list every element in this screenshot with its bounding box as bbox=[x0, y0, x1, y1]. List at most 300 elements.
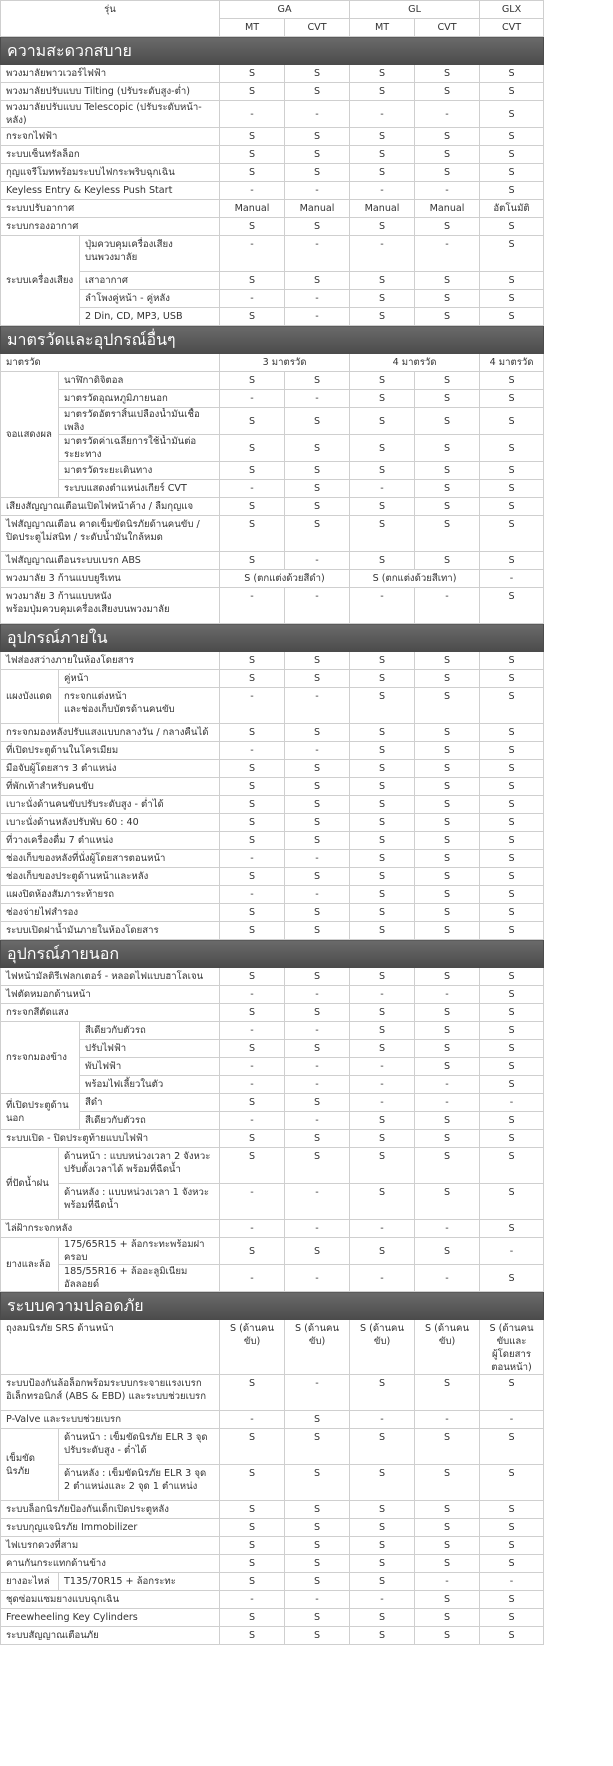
spec-label: ช่องเก็บของหลังที่นั่งผู้โดยสารตอนหน้า bbox=[1, 850, 220, 868]
spec-value: S bbox=[350, 128, 415, 146]
spec-value: S bbox=[220, 1094, 285, 1112]
spec-value: S bbox=[285, 1465, 350, 1501]
spec-value: S bbox=[415, 968, 480, 986]
spec-value: - bbox=[220, 101, 285, 128]
spec-value: S bbox=[220, 164, 285, 182]
spec-label: ระบบสัญญาณเตือนภัย bbox=[1, 1627, 220, 1645]
spec-row bbox=[1, 408, 544, 435]
spec-value: S bbox=[480, 1537, 544, 1555]
spec-value: S bbox=[350, 1148, 415, 1184]
spec-value: S bbox=[350, 904, 415, 922]
gl-mt: MT bbox=[350, 19, 415, 37]
spec-value: S bbox=[415, 218, 480, 236]
spec-row bbox=[1, 354, 544, 372]
spec-label: กระจกมองข้าง bbox=[1, 1022, 80, 1094]
spec-value: S bbox=[220, 1238, 285, 1265]
section-header-row bbox=[1, 1292, 544, 1320]
spec-value: S bbox=[415, 1058, 480, 1076]
spec-value: S bbox=[285, 498, 350, 516]
spec-value: S bbox=[480, 868, 544, 886]
spec-label: Keyless Entry & Keyless Push Start bbox=[1, 182, 220, 200]
spec-value: S bbox=[220, 462, 285, 480]
spec-label: ยางและล้อ bbox=[1, 1238, 59, 1292]
spec-value: S bbox=[480, 236, 544, 272]
spec-value: S bbox=[480, 760, 544, 778]
spec-value: - bbox=[220, 1265, 285, 1292]
spec-value: S bbox=[480, 904, 544, 922]
spec-row bbox=[1, 922, 544, 940]
spec-value: S bbox=[415, 408, 480, 435]
spec-row bbox=[1, 1429, 544, 1465]
spec-value: S bbox=[415, 462, 480, 480]
spec-value: S bbox=[220, 922, 285, 940]
spec-row bbox=[1, 1238, 544, 1265]
spec-row bbox=[1, 1591, 544, 1609]
spec-value: S bbox=[285, 778, 350, 796]
spec-label: คานกันกระแทกด้านข้าง bbox=[1, 1555, 220, 1573]
spec-value: - bbox=[285, 1220, 350, 1238]
spec-value: 3 มาตรวัด bbox=[220, 354, 350, 372]
spec-value: - bbox=[415, 1076, 480, 1094]
spec-value: S bbox=[350, 372, 415, 390]
spec-value: - bbox=[220, 986, 285, 1004]
spec-row bbox=[1, 236, 544, 272]
spec-value: S bbox=[350, 796, 415, 814]
spec-value: S bbox=[480, 778, 544, 796]
spec-value: S bbox=[415, 652, 480, 670]
spec-value: S bbox=[480, 1501, 544, 1519]
spec-value: S bbox=[220, 1375, 285, 1411]
spec-value: - bbox=[285, 236, 350, 272]
spec-value: S bbox=[285, 868, 350, 886]
glx-cvt: CVT bbox=[480, 19, 544, 37]
spec-row bbox=[1, 65, 544, 83]
spec-value: S bbox=[480, 1004, 544, 1022]
spec-value: S bbox=[220, 968, 285, 986]
spec-row bbox=[1, 1076, 544, 1094]
model-label: รุ่น bbox=[1, 1, 220, 37]
spec-value: S bbox=[415, 308, 480, 326]
spec-value: S bbox=[480, 588, 544, 624]
spec-value: S bbox=[350, 516, 415, 552]
spec-value: S bbox=[350, 1465, 415, 1501]
spec-label: ระบบกุญแจนิรภัย Immobilizer bbox=[1, 1519, 220, 1537]
section-title: ระบบความปลอดภัย bbox=[1, 1292, 544, 1320]
spec-value: S bbox=[285, 164, 350, 182]
spec-value: S bbox=[480, 1130, 544, 1148]
spec-value: S bbox=[480, 1184, 544, 1220]
spec-label: พวงมาลัยปรับแบบ Tilting (ปรับระดับสูง-ต่ำ) bbox=[1, 83, 220, 101]
spec-value: - bbox=[285, 308, 350, 326]
spec-value: S bbox=[350, 146, 415, 164]
gl-cvt: CVT bbox=[415, 19, 480, 37]
spec-value: S bbox=[220, 832, 285, 850]
spec-value: S bbox=[220, 1465, 285, 1501]
spec-value: S bbox=[415, 1555, 480, 1573]
spec-row bbox=[1, 1537, 544, 1555]
spec-row bbox=[1, 435, 544, 462]
spec-row bbox=[1, 968, 544, 986]
spec-value: S bbox=[480, 968, 544, 986]
spec-value: S bbox=[415, 1627, 480, 1645]
spec-value: S bbox=[350, 1609, 415, 1627]
spec-label: เข็มขัดนิรภัย bbox=[1, 1429, 59, 1501]
spec-row bbox=[1, 164, 544, 182]
spec-value: S bbox=[415, 480, 480, 498]
spec-value: - bbox=[350, 1265, 415, 1292]
spec-value: - bbox=[350, 480, 415, 498]
section-header-row bbox=[1, 326, 544, 354]
spec-value: - bbox=[350, 986, 415, 1004]
spec-row bbox=[1, 868, 544, 886]
spec-value: S bbox=[220, 904, 285, 922]
spec-value: S bbox=[220, 1130, 285, 1148]
spec-label: 2 Din, CD, MP3, USB bbox=[80, 308, 220, 326]
spec-value: S bbox=[285, 904, 350, 922]
spec-value: S bbox=[285, 408, 350, 435]
spec-value: S bbox=[415, 372, 480, 390]
spec-value: S bbox=[220, 796, 285, 814]
spec-row bbox=[1, 1130, 544, 1148]
spec-label: ระบบล็อกนิรภัยป้องกันเด็กเปิดประตูหลัง bbox=[1, 1501, 220, 1519]
spec-value: S bbox=[350, 670, 415, 688]
spec-value: S bbox=[285, 832, 350, 850]
spec-value: S bbox=[415, 1040, 480, 1058]
spec-label: ระบบปรับอากาศ bbox=[1, 200, 220, 218]
spec-value: S bbox=[285, 1573, 350, 1591]
spec-value: S bbox=[220, 372, 285, 390]
spec-label: เบาะนั่งด้านคนขับปรับระดับสูง - ต่ำได้ bbox=[1, 796, 220, 814]
spec-value: Manual bbox=[220, 200, 285, 218]
spec-value: S bbox=[220, 1148, 285, 1184]
spec-value: S bbox=[415, 1130, 480, 1148]
spec-value: S bbox=[220, 778, 285, 796]
spec-value: - bbox=[350, 236, 415, 272]
spec-row bbox=[1, 832, 544, 850]
spec-label: กระจกสีตัดแสง bbox=[1, 1004, 220, 1022]
spec-value: - bbox=[285, 1375, 350, 1411]
spec-value: S bbox=[350, 1429, 415, 1465]
spec-value: S bbox=[480, 65, 544, 83]
spec-row bbox=[1, 1022, 544, 1040]
spec-value: S bbox=[220, 65, 285, 83]
spec-value: S bbox=[480, 552, 544, 570]
spec-value: S bbox=[480, 796, 544, 814]
spec-value: Manual bbox=[350, 200, 415, 218]
spec-value: Manual bbox=[415, 200, 480, 218]
spec-label: T135/70R15 + ล้อกระทะ bbox=[59, 1573, 220, 1591]
spec-value: S bbox=[285, 65, 350, 83]
spec-label: ช่องเก็บของประตูด้านหน้าและหลัง bbox=[1, 868, 220, 886]
spec-label: พวงมาลัยพาวเวอร์ไฟฟ้า bbox=[1, 65, 220, 83]
spec-label: ยางอะไหล่ bbox=[1, 1573, 59, 1591]
spec-value: S bbox=[415, 1184, 480, 1220]
spec-row bbox=[1, 101, 544, 128]
spec-value: S bbox=[285, 1040, 350, 1058]
spec-value: S bbox=[480, 1265, 544, 1292]
spec-value: S bbox=[480, 1220, 544, 1238]
spec-label: ไฟตัดหมอกด้านหน้า bbox=[1, 986, 220, 1004]
spec-value: S bbox=[285, 1537, 350, 1555]
spec-label: มาตรวัดอุณหภูมิภายนอก bbox=[59, 390, 220, 408]
spec-value: S (ด้านคนขับ) bbox=[350, 1320, 415, 1375]
spec-value: S bbox=[350, 1130, 415, 1148]
spec-label: ระบบเซ็นทรัลล็อก bbox=[1, 146, 220, 164]
spec-value: - bbox=[285, 1022, 350, 1040]
spec-value: S bbox=[415, 742, 480, 760]
spec-value: S bbox=[285, 1627, 350, 1645]
spec-value: S bbox=[350, 65, 415, 83]
spec-value: - bbox=[220, 1591, 285, 1609]
spec-label: ระบบป้องกันล้อล็อกพร้อมระบบกระจายแรงเบรก อิเล็กทรอนิกส์ (ABS & EBD) และระบบช่วยเบรก bbox=[1, 1375, 220, 1411]
spec-value: S bbox=[350, 164, 415, 182]
spec-value: - bbox=[415, 1573, 480, 1591]
spec-value: S bbox=[220, 670, 285, 688]
spec-value: S bbox=[220, 128, 285, 146]
section-header-row bbox=[1, 37, 544, 65]
spec-value: S bbox=[350, 814, 415, 832]
spec-row bbox=[1, 462, 544, 480]
group-glx: GLX bbox=[480, 1, 544, 19]
spec-value: S bbox=[285, 516, 350, 552]
spec-label: พับไฟฟ้า bbox=[80, 1058, 220, 1076]
spec-label: คู่หน้า bbox=[59, 670, 220, 688]
spec-value: S bbox=[220, 1519, 285, 1537]
spec-label: ไฟหน้ามัลติรีเฟลกเตอร์ - หลอดไฟแบบฮาโลเจน bbox=[1, 968, 220, 986]
spec-row bbox=[1, 670, 544, 688]
spec-value: - bbox=[350, 1220, 415, 1238]
spec-row bbox=[1, 652, 544, 670]
spec-value: - bbox=[285, 1184, 350, 1220]
spec-value: S bbox=[480, 272, 544, 290]
spec-value: S bbox=[480, 1022, 544, 1040]
spec-value: S bbox=[415, 128, 480, 146]
spec-label: ที่ปัดน้ำฝน bbox=[1, 1148, 59, 1220]
spec-value: - bbox=[350, 1591, 415, 1609]
spec-value: S bbox=[350, 83, 415, 101]
spec-value: S bbox=[350, 688, 415, 724]
spec-value: S bbox=[350, 850, 415, 868]
spec-label: พวงมาลัยปรับแบบ Telescopic (ปรับระดับหน้า-หลัง) bbox=[1, 101, 220, 128]
spec-label: เสียงสัญญาณเตือนเปิดไฟหน้าค้าง / ลืมกุญแจ bbox=[1, 498, 220, 516]
spec-value: อัตโนมัติ bbox=[480, 200, 544, 218]
spec-value: S bbox=[415, 1112, 480, 1130]
spec-value: S bbox=[220, 652, 285, 670]
spec-value: S bbox=[480, 308, 544, 326]
spec-row bbox=[1, 1184, 544, 1220]
spec-value: - bbox=[220, 688, 285, 724]
spec-label: สีดำ bbox=[80, 1094, 220, 1112]
spec-value: S bbox=[220, 435, 285, 462]
spec-value: S bbox=[350, 760, 415, 778]
spec-label: ไฟสัญญาณเตือน คาดเข็มขัดนิรภัยด้านคนขับ / ปิดประตูไม่สนิท / ระดับน้ำมันใกล้หมด bbox=[1, 516, 220, 552]
spec-value: S bbox=[480, 372, 544, 390]
spec-value: S bbox=[415, 435, 480, 462]
spec-row bbox=[1, 1465, 544, 1501]
spec-label: Freewheeling Key Cylinders bbox=[1, 1609, 220, 1627]
spec-value: - bbox=[285, 1112, 350, 1130]
spec-label: จอแสดงผล bbox=[1, 372, 59, 498]
spec-value: S bbox=[415, 1501, 480, 1519]
spec-value: S bbox=[220, 760, 285, 778]
spec-label: ถุงลมนิรภัย SRS ด้านหน้า bbox=[1, 1320, 220, 1375]
spec-row bbox=[1, 1040, 544, 1058]
spec-value: S bbox=[480, 435, 544, 462]
spec-value: S bbox=[415, 552, 480, 570]
spec-value: S bbox=[415, 1465, 480, 1501]
spec-value: S bbox=[285, 372, 350, 390]
spec-value: - bbox=[415, 1094, 480, 1112]
spec-value: S bbox=[285, 1411, 350, 1429]
spec-value: S bbox=[350, 1519, 415, 1537]
spec-value: S bbox=[350, 462, 415, 480]
spec-value: - bbox=[220, 236, 285, 272]
spec-row bbox=[1, 742, 544, 760]
spec-value: S bbox=[285, 1501, 350, 1519]
spec-label: ด้านหน้า : เข็มขัดนิรภัย ELR 3 จุด ปรับระดับสูง - ต่ำได้ bbox=[59, 1429, 220, 1465]
spec-label: มาตรวัดระยะเดินทาง bbox=[59, 462, 220, 480]
spec-value: S bbox=[285, 724, 350, 742]
spec-value: S bbox=[415, 796, 480, 814]
spec-value: S bbox=[285, 272, 350, 290]
spec-label: ชุดซ่อมแซมยางแบบฉุกเฉิน bbox=[1, 1591, 220, 1609]
spec-value: S bbox=[350, 390, 415, 408]
spec-value: S bbox=[350, 652, 415, 670]
spec-label: ด้านหลัง : แบบหน่วงเวลา 1 จังหวะ พร้อมที่ฉีดน้ำ bbox=[59, 1184, 220, 1220]
spec-value: S bbox=[350, 218, 415, 236]
spec-value: S bbox=[350, 1238, 415, 1265]
spec-label: ระบบเปิด - ปิดประตูท้ายแบบไฟฟ้า bbox=[1, 1130, 220, 1148]
spec-value: S bbox=[220, 218, 285, 236]
spec-value: S bbox=[350, 922, 415, 940]
spec-value: - bbox=[415, 1265, 480, 1292]
spec-row bbox=[1, 688, 544, 724]
spec-value: S bbox=[285, 1004, 350, 1022]
spec-value: - bbox=[220, 182, 285, 200]
spec-value: - bbox=[480, 1094, 544, 1112]
spec-label: นาฬิกาดิจิตอล bbox=[59, 372, 220, 390]
spec-value: S bbox=[220, 1501, 285, 1519]
spec-row bbox=[1, 1573, 544, 1591]
spec-value: S bbox=[220, 1537, 285, 1555]
spec-value: S bbox=[220, 146, 285, 164]
spec-value: S (ตกแต่งด้วยสีเทา) bbox=[350, 570, 480, 588]
spec-value: S bbox=[285, 1555, 350, 1573]
spec-row bbox=[1, 480, 544, 498]
spec-value: S bbox=[350, 778, 415, 796]
spec-value: - bbox=[415, 236, 480, 272]
spec-value: - bbox=[220, 290, 285, 308]
spec-value: S bbox=[415, 1537, 480, 1555]
spec-label: กระจกไฟฟ้า bbox=[1, 128, 220, 146]
spec-value: S bbox=[480, 1591, 544, 1609]
spec-value: S bbox=[415, 1148, 480, 1184]
spec-value: S bbox=[220, 1004, 285, 1022]
spec-value: S bbox=[220, 724, 285, 742]
spec-value: S bbox=[285, 1094, 350, 1112]
spec-row bbox=[1, 516, 544, 552]
spec-value: S bbox=[350, 1375, 415, 1411]
spec-value: S bbox=[480, 670, 544, 688]
spec-value: - bbox=[415, 101, 480, 128]
spec-label: แผงปิดห้องสัมภาระท้ายรถ bbox=[1, 886, 220, 904]
spec-value: S bbox=[480, 1040, 544, 1058]
spec-row bbox=[1, 1220, 544, 1238]
spec-label: เบาะนั่งด้านหลังปรับพับ 60 : 40 bbox=[1, 814, 220, 832]
spec-value: - bbox=[350, 1411, 415, 1429]
spec-value: S bbox=[285, 1519, 350, 1537]
spec-label: P-Valve และระบบช่วยเบรก bbox=[1, 1411, 220, 1429]
spec-value: S (ด้านคนขับและ ผู้โดยสารตอนหน้า) bbox=[480, 1320, 544, 1375]
spec-label: ปุ่มควบคุมเครื่องเสียง บนพวงมาลัย bbox=[80, 236, 220, 272]
spec-value: S bbox=[415, 65, 480, 83]
spec-value: S bbox=[480, 498, 544, 516]
spec-value: S bbox=[480, 462, 544, 480]
spec-row bbox=[1, 1555, 544, 1573]
spec-value: S bbox=[415, 1609, 480, 1627]
spec-value: S bbox=[415, 778, 480, 796]
spec-value: S bbox=[480, 1609, 544, 1627]
section-header-row bbox=[1, 624, 544, 652]
spec-value: S bbox=[350, 1040, 415, 1058]
spec-value: S bbox=[285, 968, 350, 986]
spec-value: S bbox=[415, 1519, 480, 1537]
spec-row bbox=[1, 904, 544, 922]
spec-label: ช่องจ่ายไฟสำรอง bbox=[1, 904, 220, 922]
spec-value: S bbox=[350, 408, 415, 435]
spec-label: แผงบังแดด bbox=[1, 670, 59, 724]
spec-value: - bbox=[480, 1238, 544, 1265]
spec-value: S bbox=[480, 1555, 544, 1573]
spec-row bbox=[1, 778, 544, 796]
spec-value: S bbox=[220, 308, 285, 326]
spec-label: เสาอากาศ bbox=[80, 272, 220, 290]
spec-value: S bbox=[285, 1609, 350, 1627]
spec-row bbox=[1, 146, 544, 164]
spec-value: S bbox=[480, 814, 544, 832]
spec-value: - bbox=[220, 1022, 285, 1040]
spec-value: S bbox=[220, 272, 285, 290]
spec-value: - bbox=[285, 1591, 350, 1609]
spec-value: S bbox=[415, 272, 480, 290]
spec-row bbox=[1, 200, 544, 218]
spec-value: S bbox=[480, 1429, 544, 1465]
spec-label: พร้อมไฟเลี้ยวในตัว bbox=[80, 1076, 220, 1094]
spec-label: พวงมาลัย 3 ก้านแบบหนัง พร้อมปุ่มควบคุมเครื่องเสียงบนพวงมาลัย bbox=[1, 588, 220, 624]
spec-label: ระบบกรองอากาศ bbox=[1, 218, 220, 236]
spec-label: ลำโพงคู่หน้า - คู่หลัง bbox=[80, 290, 220, 308]
spec-value: S bbox=[285, 128, 350, 146]
spec-row bbox=[1, 850, 544, 868]
spec-value: S bbox=[480, 850, 544, 868]
spec-row bbox=[1, 218, 544, 236]
spec-value: S bbox=[415, 146, 480, 164]
spec-value: S bbox=[220, 1040, 285, 1058]
spec-label: ไล่ฝ้ากระจกหลัง bbox=[1, 1220, 220, 1238]
spec-value: S bbox=[350, 1555, 415, 1573]
spec-value: S bbox=[285, 462, 350, 480]
spec-row bbox=[1, 1112, 544, 1130]
spec-value: S bbox=[480, 724, 544, 742]
spec-value: S bbox=[415, 1238, 480, 1265]
spec-value: - bbox=[285, 1076, 350, 1094]
spec-label: สีเดียวกับตัวรถ bbox=[80, 1112, 220, 1130]
spec-value: S bbox=[415, 164, 480, 182]
spec-value: S bbox=[415, 724, 480, 742]
section-title: อุปกรณ์ภายนอก bbox=[1, 940, 544, 968]
spec-value: S bbox=[285, 146, 350, 164]
spec-value: S bbox=[415, 1022, 480, 1040]
